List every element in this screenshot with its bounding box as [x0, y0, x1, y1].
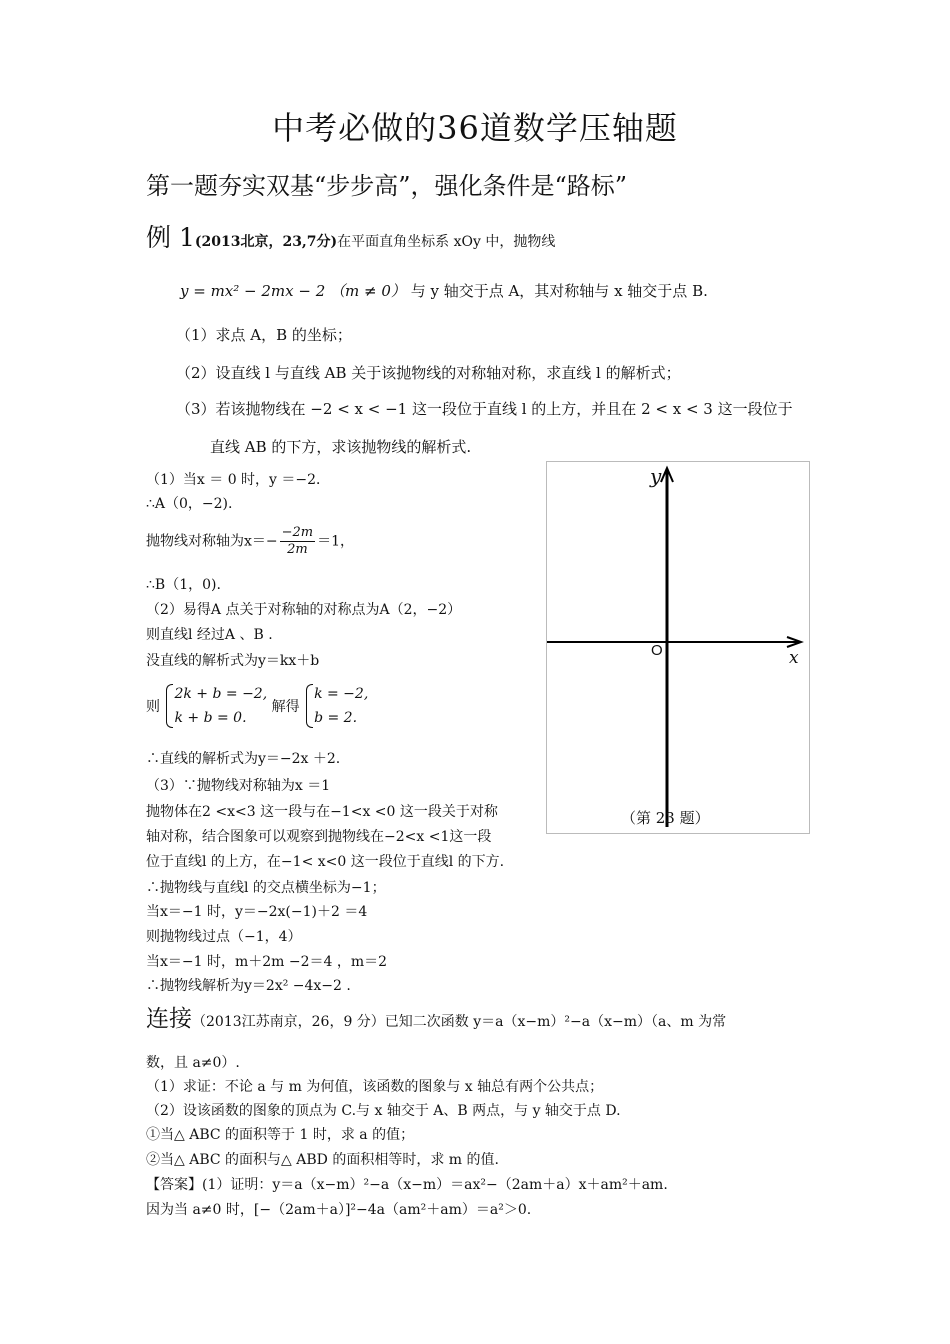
- solution-line: ∴A（0，−2).: [146, 496, 233, 512]
- axis-result: ＝1，: [317, 533, 355, 550]
- example-intro: 在平面直角坐标系 xOy 中，抛物线: [337, 234, 556, 250]
- solution-line: （1）当x ＝ 0 时，y ＝−2．: [146, 472, 331, 488]
- fraction-denominator: 2m: [287, 542, 308, 557]
- solution-line: 没直线的解析式为y＝kx＋b: [146, 653, 320, 669]
- solution-line: （2）易得A 点关于对称轴的对称点为A（2，−2）: [146, 602, 462, 618]
- figure-caption: （第 23 题）: [621, 809, 710, 827]
- solution-line: ∴直线的解析式为y＝−2x ＋2.: [146, 751, 341, 767]
- question-2: （2）设直线 l 与直线 AB 关于该抛物线的对称轴对称，求直线 l 的解析式；: [176, 364, 681, 382]
- x-axis-label: x: [789, 648, 799, 668]
- solution-line: ∴抛物线解析为y＝2x² −4x−2 .: [146, 978, 351, 994]
- example-formula-line: [180, 280, 708, 301]
- formula-tail: 与 y 轴交于点 A，其对称轴与 x 轴交于点 B.: [410, 282, 708, 300]
- solution-axis-line: [146, 525, 354, 558]
- axis-fraction: [280, 525, 316, 558]
- connect-answer-2: 因为当 a≠0 时，[−（2am＋a）]²−4a（am²＋am）＝a²＞0.: [146, 1202, 532, 1218]
- system-row: k = −2,: [314, 686, 369, 702]
- section-heading: 第一题夯实双基“步步高”，强化条件是“路标”: [146, 172, 628, 200]
- example-source: (2013北京，23,7分): [194, 234, 338, 250]
- system-prefix: 则: [146, 699, 160, 715]
- connect-header: [146, 1000, 726, 1033]
- system-1: [164, 682, 267, 730]
- connect-part-1: （1）求证：不论 a 与 m 为何值，该函数的图象与 x 轴总有两个公共点；: [146, 1079, 604, 1095]
- parabola-formula: y = mx² − 2mx − 2 （m ≠ 0）: [180, 282, 406, 300]
- connect-part-3: ①当△ ABC 的面积等于 1 时，求 a 的值；: [146, 1127, 415, 1143]
- system-middle: 解得: [271, 699, 300, 715]
- question-3-line-1: （3）若该抛物线在 −2 < x < −1 这一段位于直线 l 的上方，并且在 2 < x < 3 这一段位于: [176, 400, 793, 418]
- origin-label: O: [651, 642, 663, 659]
- system-row: k + b = 0.: [174, 710, 247, 726]
- connect-part-4: ②当△ ABC 的面积与△ ABD 的面积相等时，求 m 的值.: [146, 1152, 499, 1168]
- system-row: b = 2.: [314, 710, 358, 726]
- question-1: （1）求点 A，B 的坐标；: [176, 326, 352, 344]
- page-title: 中考必做的36道数学压轴题: [272, 109, 678, 147]
- question-3-line-2: 直线 AB 的下方，求该抛物线的解析式.: [210, 438, 472, 456]
- connect-line-1: （2013江苏南京，26，9 分）已知二次函数 y＝a（x−m）²−a（x−m）（a、m 为常: [192, 1014, 727, 1030]
- solution-line: 抛物体在2 <x<3 这一段与在−1<x <0 这一段关于对称: [146, 804, 498, 820]
- system-2: [304, 682, 368, 730]
- coordinate-figure: [546, 461, 810, 834]
- connect-label: 连接: [146, 1006, 192, 1032]
- system-row: 2k + b = −2,: [174, 686, 268, 702]
- example-label: 例 1: [146, 223, 195, 252]
- solution-line: 位于直线l 的上方，在−1< x<0 这一段位于直线l 的下方.: [146, 854, 505, 870]
- y-axis-label: y: [650, 464, 662, 488]
- example-1-header: [146, 218, 555, 254]
- fraction-numerator: −2m: [281, 525, 314, 540]
- solution-line: （3）∵抛物线对称轴为x ＝1: [146, 778, 331, 794]
- solution-line: 则抛物线过点（−1，4）: [146, 929, 302, 945]
- solution-line: 当x＝−1 时，y＝−2x(−1)＋2 ＝4: [146, 904, 368, 920]
- solution-line: 则直线l 经过A 、B .: [146, 627, 273, 643]
- solution-line: ∴B（1，0).: [146, 577, 221, 593]
- axes-svg: [547, 462, 809, 833]
- solution-line: 当x＝−1 时，m＋2m −2＝4 ，m＝2: [146, 954, 388, 970]
- axis-text: 抛物线对称轴为x＝−: [146, 533, 278, 550]
- solution-line: 轴对称，结合图象可以观察到抛物线在−2<x <1这一段: [146, 829, 492, 845]
- connect-answer-1: 【答案】(1）证明：y＝a（x−m）²−a（x−m）＝ax²−（2am＋a）x＋am²＋am.: [146, 1177, 668, 1193]
- equation-system-line: [146, 682, 368, 730]
- connect-line-2: 数，且 a≠0）.: [146, 1055, 240, 1071]
- connect-part-2: （2）设该函数的图象的顶点为 C.与 x 轴交于 A、B 两点，与 y 轴交于点 D.: [146, 1103, 621, 1119]
- solution-line: ∴抛物线与直线l 的交点横坐标为−1；: [146, 880, 386, 896]
